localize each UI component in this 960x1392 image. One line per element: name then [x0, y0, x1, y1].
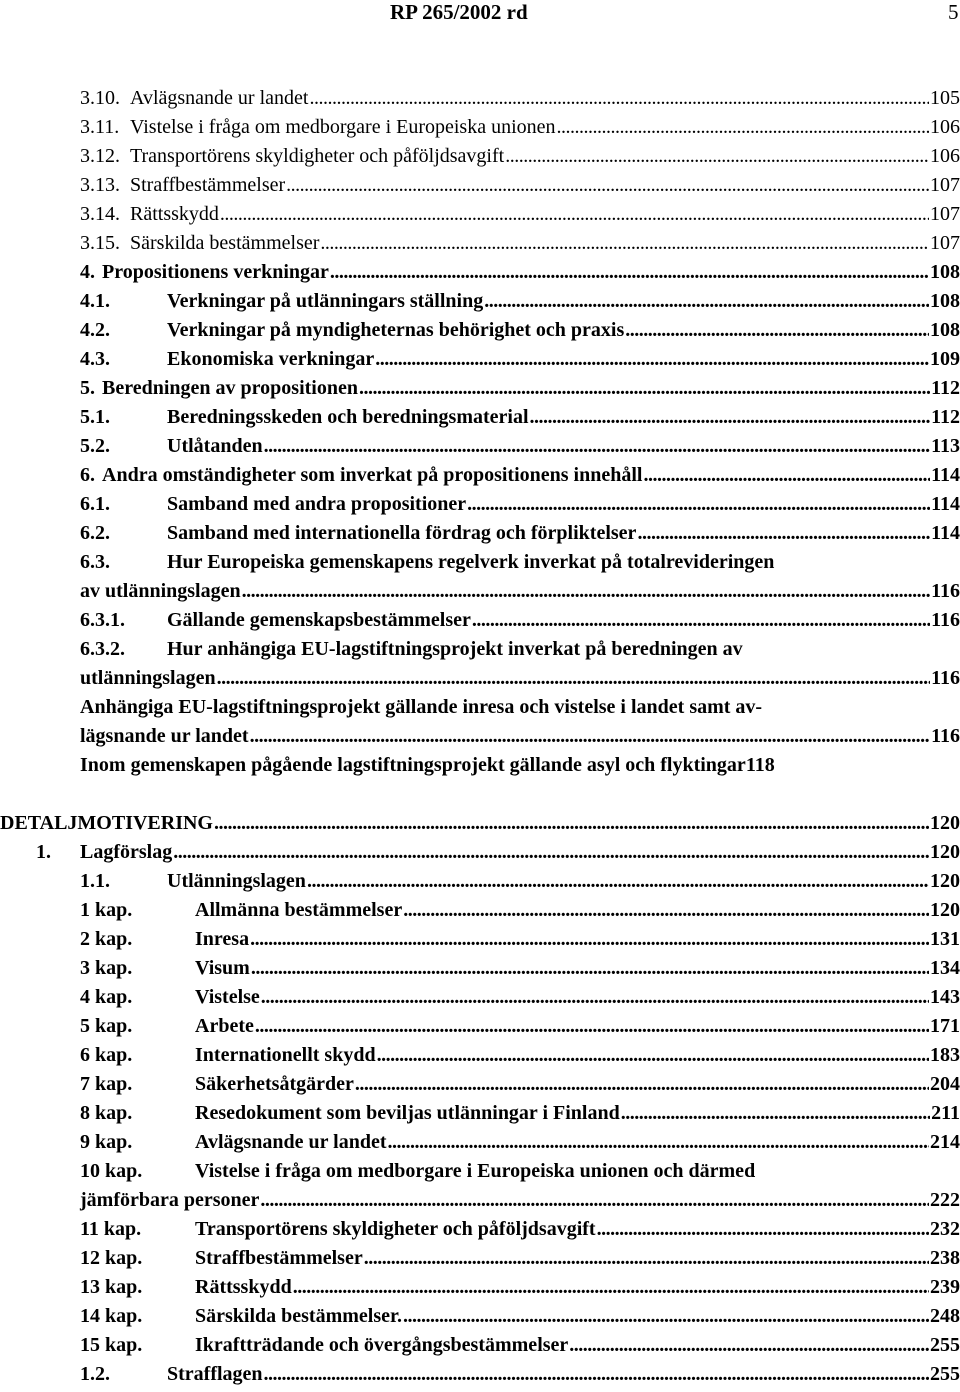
table-of-contents	[0, 84, 960, 1389]
toc-entry[interactable]: 11 kap. Transportörens skyldigheter och påföljdsavgift ..... 232	[0, 1215, 960, 1244]
toc-entry[interactable]: 3.10. Avlägsnande ur landet ..... 105	[0, 84, 960, 113]
toc-entry[interactable]: 14 kap. Särskilda bestämmelser. ..... 248	[0, 1302, 960, 1331]
toc-entry[interactable]: 5 kap. Arbete ..... 171	[0, 1012, 960, 1041]
toc-entry[interactable]: 9 kap. Avlägsnande ur landet ..... 214	[0, 1128, 960, 1157]
toc-entry[interactable]: 10 kap. Vistelse i fråga om medborgare i Europeiska unionen och därmed	[80, 1160, 756, 1182]
toc-entry[interactable]: 3.13. Straffbestämmelser ..... 107	[0, 171, 960, 200]
toc-entry-continuation[interactable]: lägsnande ur landet ..... 116	[0, 722, 960, 751]
toc-entry[interactable]: 6. Andra omständigheter som inverkat på propositionens innehåll ..... 114	[0, 461, 960, 490]
toc-entry-detaljmotivering[interactable]: DETALJMOTIVERING ..... 120	[0, 809, 960, 838]
toc-entry[interactable]: 1. Lagförslag ..... 120	[0, 838, 960, 867]
toc-entry[interactable]: 1.2. Strafflagen ..... 255	[0, 1360, 960, 1389]
toc-entry[interactable]: 1 kap. Allmänna bestämmelser ..... 120	[0, 896, 960, 925]
toc-entry[interactable]: 3.15. Särskilda bestämmelser ..... 107	[0, 229, 960, 258]
toc-entry[interactable]: 1.1. Utlänningslagen ..... 120	[0, 867, 960, 896]
toc-entry[interactable]: 15 kap. Ikraftträdande och övergångsbestämmelser ..... 255	[0, 1331, 960, 1360]
toc-entry[interactable]: 3.12. Transportörens skyldigheter och påföljdsavgift ..... 106	[0, 142, 960, 171]
toc-entry[interactable]: 4.3. Ekonomiska verkningar ..... 109	[0, 345, 960, 374]
toc-entry[interactable]: 4 kap. Vistelse ..... 143	[0, 983, 960, 1012]
toc-entry[interactable]: 3.14. Rättsskydd ..... 107	[0, 200, 960, 229]
toc-entry-continuation[interactable]: utlänningslagen ..... 116	[0, 664, 960, 693]
page-number: 5	[948, 0, 959, 24]
toc-entry[interactable]: 5.1. Beredningsskeden och beredningsmaterial ..... 112	[0, 403, 960, 432]
toc-entry[interactable]: 7 kap. Säkerhetsåtgärder ..... 204	[0, 1070, 960, 1099]
toc-entry[interactable]: 6.3.1. Gällande gemenskapsbestämmelser ..... 116	[0, 606, 960, 635]
toc-entry[interactable]: Inom gemenskapen pågående lagstiftningsprojekt gällande asyl och flyktingar 118	[80, 754, 775, 776]
toc-entry[interactable]: 5.2. Utlåtanden ..... 113	[0, 432, 960, 461]
toc-entry[interactable]: 6.2. Samband med internationella fördrag och förpliktelser ..... 114	[0, 519, 960, 548]
toc-entry[interactable]: 6.3.2. Hur anhängiga EU-lagstiftningsprojekt inverkat på beredningen av	[80, 638, 743, 660]
toc-entry[interactable]: 3.11. Vistelse i fråga om medborgare i Europeiska unionen ..... 106	[0, 113, 960, 142]
toc-entry[interactable]: 13 kap. Rättsskydd ..... 239	[0, 1273, 960, 1302]
toc-entry[interactable]: 6.1. Samband med andra propositioner ..... 114	[0, 490, 960, 519]
toc-entry[interactable]: 8 kap. Resedokument som beviljas utlänningar i Finland ..... 211	[0, 1099, 960, 1128]
toc-entry[interactable]: 4.1. Verkningar på utlänningars ställning ..... 108	[0, 287, 960, 316]
toc-entry[interactable]: 4. Propositionens verkningar ..... 108	[0, 258, 960, 287]
toc-entry-continuation[interactable]: jämförbara personer ..... 222	[0, 1186, 960, 1215]
page-header	[0, 0, 960, 28]
toc-entry[interactable]: Anhängiga EU-lagstiftningsprojekt gällande inresa och vistelse i landet samt av-	[80, 696, 763, 718]
toc-entry[interactable]: 2 kap. Inresa ..... 131	[0, 925, 960, 954]
toc-entry-continuation[interactable]: av utlänningslagen ..... 116	[0, 577, 960, 606]
toc-entry[interactable]: 3 kap. Visum ..... 134	[0, 954, 960, 983]
toc-entry[interactable]: 6 kap. Internationellt skydd ..... 183	[0, 1041, 960, 1070]
toc-entry[interactable]: 12 kap. Straffbestämmelser ..... 238	[0, 1244, 960, 1273]
toc-entry[interactable]: 6.3. Hur Europeiska gemenskapens regelverk inverkat på totalrevideringen	[80, 551, 775, 573]
document-reference: RP 265/2002 rd	[390, 0, 528, 24]
toc-entry[interactable]: 4.2. Verkningar på myndigheternas behörighet och praxis ..... 108	[0, 316, 960, 345]
toc-entry[interactable]: 5. Beredningen av propositionen ..... 112	[0, 374, 960, 403]
